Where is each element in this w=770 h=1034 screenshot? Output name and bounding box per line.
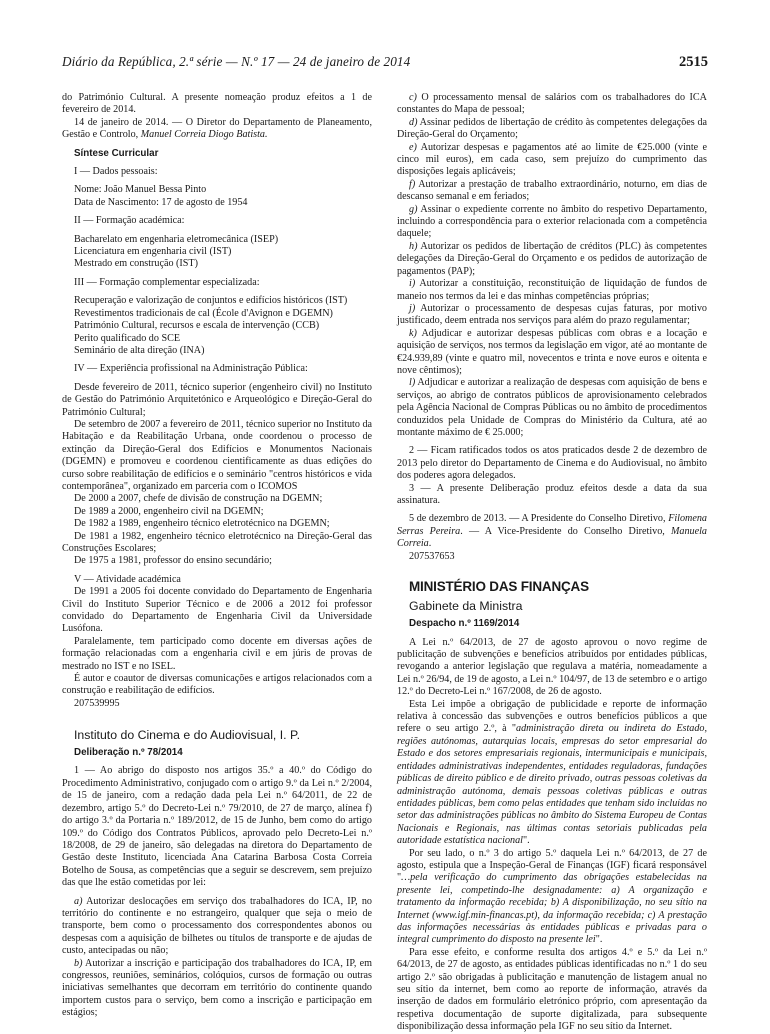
deliberacao-item xyxy=(397,241,707,278)
page-header xyxy=(62,54,708,76)
signature-text: 5 de dezembro de 2013. — A Presidente do Conselho Diretivo, xyxy=(409,513,669,525)
item-text: Adjudicar e autorizar despesas públicas com obras e a locação e aquisição de serviços, nos termos da legislação em vigor, até ao montante de €24.939,89 (vinte e quatro mil, novecentos e trinta e nove euros e oitenta e nove cêntimos); xyxy=(397,327,707,376)
experiencia-paragraph: Desde fevereiro de 2011, técnico superior (engenheiro civil) no Instituto de Gestão do Património Arquitetónico e Arqueológico e Direção-Geral do Património Cultural; xyxy=(62,381,372,418)
deliberacao-item xyxy=(397,278,707,303)
item-text: Autorizar deslocações em serviço dos trabalhadores do ICA, IP, no território do continente e no estrangeiro, qualquer que seja o meio de transporte, bem como o processamento dos correspondentes abonos ou despesas com a aquisição de bilhetes ou títulos de transporte e de ajudas de custo, antecipadas ou não; xyxy=(62,895,372,957)
complementar-line: Revestimentos tradicionais de cal (École d'Avignon e DGEMN) xyxy=(74,307,333,319)
item-text: Assinar pedidos de libertação de crédito às competentes delegações da Direção-Geral do Orçamento; xyxy=(397,116,707,141)
item-text: Autorizar a prestação de trabalho extraordinário, noturno, em dias de descanso semanal e em feriados; xyxy=(397,178,707,203)
reference-number: 207539995 xyxy=(74,697,120,709)
despacho-quote: administração direta ou indireta do Estado, regiões autónomas, autarquias locais, empresas do setor empresarial do Estado e dos setores empresariais regionais, intermunicipais e municipais, entidades administrativas independentes, entidades reguladoras, fundações públicas de direito público e de direito privado, outras pessoas coletivas da administração autónoma, demais pessoas coletivas públicas e outras entidades públicas, bem como pelas entidades que tenham sido incluídas no setor das administrações públicas no âmbito do Sistema Europeu de Contas Nacionais e Regionais, nas últimas contas setoriais publicadas pela autoridade estatística nacional xyxy=(397,723,708,847)
complementar-line: Património Cultural, recursos e escala de intervenção (CCB) xyxy=(74,320,320,332)
item-text: Assinar o expediente corrente no âmbito do respetivo Departamento, incluindo a correspondência para o exterior relacionada com a competência daquele; xyxy=(397,203,707,240)
complementar-line: Seminário de alta direção (INA) xyxy=(74,344,205,356)
reference-number: 207537653 xyxy=(409,550,455,562)
journal-title: Diário da República, 2.ª série — N.º 17 — 24 de janeiro de 2014 xyxy=(62,54,411,69)
deliberacao-item xyxy=(397,92,707,117)
experiencia-line: De 1989 a 2000, engenheiro civil na DGEMN; xyxy=(74,505,264,517)
despacho-text: ". xyxy=(523,835,530,847)
dados-line: Nome: João Manuel Bessa Pinto xyxy=(74,184,207,196)
item-label: d) xyxy=(409,116,418,128)
deliberacao-effects: 3 — A presente Deliberação produz efeitos desde a data da sua assinatura. xyxy=(397,482,707,506)
experiencia-paragraph: De setembro de 2007 a fevereiro de 2011, técnico superior no Instituto da Habitação e da Reabilitação Urbana, onde coordenou o processo de extinção da Direção-Geral dos Edifícios e Monumentos Nacionais (DGEMN) e promoveu e coordenou cientificamente as duas edições do curso sobre reabilitação de edifícios e o seminário "centros históricos e vida contemporânea", organizado em parceria com o ICOMOS xyxy=(62,418,372,492)
institute-heading: Instituto do Cinema e do Audiovisual, I. P. xyxy=(74,727,301,742)
dados-line: Data de Nascimento: 17 de agosto de 1954 xyxy=(74,196,248,208)
deliberacao-item-b xyxy=(62,958,372,1020)
academica-paragraph: Paralelamente, tem participado como docente em diversas ações de formação relacionadas com a engenharia civil e em júris de provas de mestrado no IST e no ISEL. xyxy=(62,635,372,672)
despacho-heading: Despacho n.º 1169/2014 xyxy=(409,618,520,630)
deliberacao-item xyxy=(397,142,707,179)
item-text: Autorizar a inscrição e participação dos trabalhadores do ICA, IP, em congressos, reuniões, seminários, colóquios, cursos de formação ou outras iniciativas semelhantes que decorram em território do continente quando importem custos para o serviço, bem como a inscrição e participação em estágios; xyxy=(62,957,372,1019)
item-label: a) xyxy=(74,895,83,907)
item-text: Autorizar o processamento de despesas cujas faturas, por motivo justificado, deem entrada nos serviços para além do prazo regulamentar; xyxy=(397,302,707,327)
despacho-text: ". xyxy=(595,934,603,946)
item-label: e) xyxy=(409,141,417,153)
experiencia-line: De 2000 a 2007, chefe de divisão de construção na DGEMN; xyxy=(74,493,323,505)
sintese-heading: Síntese Curricular xyxy=(74,147,159,159)
item-label: l) xyxy=(409,377,416,389)
deliberacao-item xyxy=(397,204,707,241)
experiencia-paragraph: De 1981 a 1982, engenheiro técnico eletrotécnico na Direção-Geral das Construções Escolares; xyxy=(62,530,372,554)
despacho-text: Esta Lei impõe a obrigação de publicidade e reporte de informação relativa à concessão das subvenções e outros benefícios públicos a que refere o seu artigo 2.º, à " xyxy=(397,698,707,735)
item-label: i) xyxy=(409,278,416,290)
formacao-line: Bacharelato em engenharia eletromecânica (ISEP) xyxy=(74,233,279,245)
complementar-line: Perito qualificado do SCE xyxy=(74,332,181,344)
intro-signature-paragraph xyxy=(62,117,372,142)
deliberacao-item xyxy=(397,303,707,328)
item-label: j) xyxy=(409,302,416,314)
item-text: Autorizar a constituição, reconstituição de liquidação de fundos de maneio nos termos da lei e das minhas competências próprias; xyxy=(397,278,707,302)
item-label: h) xyxy=(409,240,418,252)
deliberacao-item-a xyxy=(62,896,372,958)
despacho-quote: …pela verificação do cumprimento das obrigações estabelecidas na presente lei, competindo-lhe designadamente: a) A organização e tratamento da informação recebida; b) A disponibilização, no seu sítio na Internet (www.igf.min-financas.pt), da informação recebida; c) A prestação das informações necessárias às entidades públicas e privadas para o integral cumprimento do disposto na presente lei xyxy=(397,872,707,946)
item-text: Autorizar os pedidos de libertação de créditos (PLC) às competentes delegações da Direção-Geral do Orçamento e os pedidos de autorização de pagamentos (PAP); xyxy=(397,240,707,277)
intro-signature-name: Manuel Correia Diogo Batista. xyxy=(140,129,268,141)
section-experiencia-title: IV — Experiência profissional na Administração Pública: xyxy=(74,363,308,375)
intro-paragraph: do Património Cultural. A presente nomeação produz efeitos a 1 de fevereiro de 2014. xyxy=(62,92,372,116)
deliberacao-item xyxy=(397,328,707,378)
despacho-text: Por seu lado, o n.º 3 do artigo 5.º daquela Lei n.º 64/2013, de 27 de agosto, estipula que a Inspeção-Geral de Finanças (IGF) ficará responsável " xyxy=(397,847,707,884)
signature-name: Manuela Correia xyxy=(397,525,707,550)
deliberacao-paragraph: 1 — Ao abrigo do disposto nos artigos 35.º a 40.º do Código do Procedimento Administrativo, conjugado com o artigo 9.º da Lei n.º 2/2004, de 15 de janeiro, com a redação dada pela Lei n.º 64/2011, de 22 de dezembro, artigo 5.º do Decreto-Lei n.º 79/2010, de 27 de março, alínea f) do artigo 3.º da Portaria n.º 189/2012, de 15 de Junho, bem como do artigo 109.º do Código dos Contratos Públicos, aprovado pelo Decreto-Lei n.º 18/2008, de 29 de janeiro, são delegadas na diretora do Departamento de Gestão deste Instituto, licenciada Ana Catarina Barbosa Costa Correia Botelho de Sousa, as competências que a seguir se descrevem, sem prejuízo das que lhe estão cometidas por lei: xyxy=(62,765,372,889)
page-number: 2515 xyxy=(679,54,708,70)
item-label: c) xyxy=(409,92,417,103)
despacho-paragraph xyxy=(397,699,707,848)
right-column xyxy=(397,92,707,1034)
gabinete-heading: Gabinete da Ministra xyxy=(409,598,523,613)
academica-paragraph: De 1991 a 2005 foi docente convidado do Departamento de Engenharia Civil do Instituto Superior Técnico e de 2006 a 2012 foi professor convidado do Departamento de Engenharia Civil da Universidade Lusófona. xyxy=(62,586,372,635)
formacao-line: Mestrado em construção (IST) xyxy=(74,258,198,270)
signature-text: . xyxy=(428,538,432,550)
despacho-paragraph: A Lei n.º 64/2013, de 27 de agosto aprovou o novo regime de publicitação de subvenções e benefícios atribuídos por entidades públicas, revogando a anterior legislação que regulava a matéria, nomeadamente a Lei n.º 26/94, de 19 de agosto, a Lei n.º 104/97, de 13 de setembro e o artigo 12.º do Decreto-Lei n.º 167/2008, de 26 de agosto. xyxy=(397,636,707,698)
deliberacao-item xyxy=(397,377,707,439)
section-academica-title: V — Atividade académica xyxy=(74,573,181,585)
formacao-line: Licenciatura em engenharia civil (IST) xyxy=(74,246,232,258)
despacho-paragraph: Para esse efeito, e conforme resulta dos artigos 4.º e 5.º da Lei n.º 64/2013, de 27 de agosto, as entidades públicas identificadas no n.º 1 do seu artigo 2.º são obrigadas à publicitação e manutenção de listagem anual no seu sítio da internet, bem como ao reporte de informação, através da inserção de dados em formulário eletrónico próprio, com apresentação da respetiva documentação de suporte digitalizada, para subsequente disponibilização dessa informação pela IGF no seu sítio da Internet. xyxy=(397,946,707,1033)
academica-paragraph: É autor e coautor de diversas comunicações e artigos relacionados com a construção e reabilitação de edifícios. xyxy=(62,673,372,697)
item-text: Adjudicar e autorizar a realização de despesas com aquisição de bens e serviços, ao abrigo de contratos públicos de aprovisionamento celebrados pela Agência Nacional de Compras Públicas ou no âmbito de procedimentos conduzidos pela Unidade de Compras do Ministério da Cultura, até ao montante máximo de € 25.000; xyxy=(397,377,707,438)
experiencia-line: De 1975 a 1981, professor do ensino secundário; xyxy=(74,555,272,567)
item-text: O processamento mensal de salários com os trabalhadores do ICA constantes do Mapa de pessoal; xyxy=(397,92,707,116)
item-text: Autorizar despesas e pagamentos até ao limite de €25.000 (vinte e cinco mil euros), em cada caso, sem prejuízo do cumprimento das disposições legais aplicáveis; xyxy=(397,141,707,178)
signature-text: . — A Vice-Presidente do Conselho Diretivo, xyxy=(460,525,671,537)
signature-name: Filomena Serras Pereira xyxy=(397,513,707,537)
item-label: g) xyxy=(409,203,418,215)
left-column xyxy=(62,92,372,1020)
deliberacao-item xyxy=(397,117,707,142)
deliberacao-ratification: 2 — Ficam ratificados todos os atos praticados desde 2 de dezembro de 2013 pelo diretor do Departamento de Cinema e do Audiovisual, no âmbito dos poderes agora delegados. xyxy=(397,445,707,482)
ministry-heading: MINISTÉRIO DAS FINANÇAS xyxy=(409,579,589,595)
deliberacao-signature xyxy=(397,513,707,550)
intro-signature-text: 14 de janeiro de 2014. — O Diretor do Departamento de Planeamento, Gestão e Controlo, xyxy=(62,116,372,141)
section-formacao-title: II — Formação académica: xyxy=(74,215,185,227)
deliberacao-heading: Deliberação n.º 78/2014 xyxy=(74,747,183,759)
despacho-paragraph xyxy=(397,848,707,947)
item-label: b) xyxy=(74,957,83,969)
section-complementar-title: III — Formação complementar especializada: xyxy=(74,276,260,288)
section-dados-title: I — Dados pessoais: xyxy=(74,166,158,178)
complementar-line: Recuperação e valorização de conjuntos e edifícios históricos (IST) xyxy=(74,295,348,307)
deliberacao-item xyxy=(397,179,707,204)
experiencia-line: De 1982 a 1989, engenheiro técnico eletrotécnico na DGEMN; xyxy=(74,518,330,530)
item-label: k) xyxy=(409,327,417,339)
item-label: f) xyxy=(409,178,416,190)
